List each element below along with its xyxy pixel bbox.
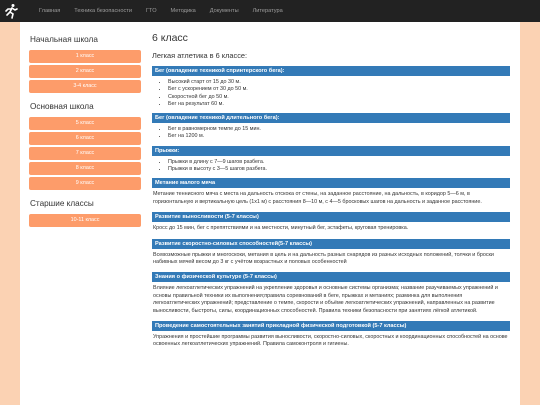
section-heading-self-training: Проведение самостоятельных занятий прикладной физической подготовкой (5-7 классы): [152, 321, 510, 331]
sidebar-heading-primary: Начальная школа: [30, 35, 98, 44]
section-heading-speed-strength: Развитие скоростно-силовых способностей(5-7 классы): [152, 239, 510, 249]
sidebar-btn-grade-10-11[interactable]: 10-11 класс: [29, 214, 141, 227]
sidebar-btn-grade-9[interactable]: 9 класс: [29, 177, 141, 190]
section-heading-sprint: Бег (овладение техникой спринтерского бега):: [152, 66, 510, 76]
list-item: • Бег на результат 60 м.: [168, 101, 510, 108]
sidebar-btn-grade-1[interactable]: 1 класс: [29, 50, 141, 63]
sidebar-btn-grade-3-4[interactable]: 3-4 класс: [29, 80, 141, 93]
section-heading-endurance: Развитие выносливости (5-7 классы): [152, 212, 510, 222]
list-item: • Высокий старт от 15 до 30 м.: [168, 79, 510, 86]
nav-home[interactable]: Главная: [39, 8, 61, 14]
sidebar-heading-basic: Основная школа: [30, 102, 94, 111]
sidebar-group-primary: [29, 35, 141, 93]
sidebar: [29, 32, 141, 236]
runner-logo-icon[interactable]: [0, 0, 22, 22]
section-list-jumps: [168, 159, 510, 174]
section-text-speed-strength: Всевозможные прыжки и многоскоки, метания в цель и на дальность разных снарядов из разных исходных положений, толчки и броски набивных мячей весом до 3 кг с учётом возрастных и половых особенностей: [153, 251, 494, 265]
top-navbar: [0, 0, 540, 22]
list-item: • Скоростной бег до 50 м.: [168, 94, 510, 101]
page-title: 6 класс: [152, 32, 188, 44]
list-item: • Бег с ускорением от 30 до 50 м.: [168, 86, 510, 93]
sidebar-heading-senior: Старшие классы: [30, 199, 94, 208]
section-text-knowledge: Влияние легкоатлетических упражнений на укрепление здоровья и основные системы организма; название разучиваемых упражнений и основы правильной техники их выполнения;правила соревнований в беге, прыжках и метаниях; разминка для выполнения легкоатлетических упражнений; представление о темпе, скорости и объёме легкоатлетических упражнений, направленных на развитие выносливости, быстроты, силы, координационных способностей. Правила техники безопасности при занятиях лёгкой атлетикой.: [153, 285, 498, 314]
page-container: [20, 22, 520, 405]
section-heading-endurance-run: Бег (овладение техникой длительного бега):: [152, 113, 510, 123]
nav-documents[interactable]: Документы: [209, 8, 239, 14]
nav-gto[interactable]: ГТО: [146, 8, 157, 14]
section-list-sprint: [168, 79, 510, 108]
list-item: • Бег на 1200 м.: [168, 133, 510, 140]
sidebar-group-senior: [29, 199, 141, 227]
section-text-ball-throw: Метание теннисного мяча с места на дальность отскока от стены, на заданное расстояние, на дальность, в коридор 5—6 м, в горизонтальную и вертикальную цель (1x1 м) с расстояния 8—10 м, с 4—5 бросковых шагов на дальность и заданное расстояние.: [153, 191, 482, 205]
sidebar-group-basic: [29, 102, 141, 190]
sidebar-btn-grade-8[interactable]: 8 класс: [29, 162, 141, 175]
nav-literature[interactable]: Литература: [252, 8, 283, 14]
section-heading-knowledge: Знания о физической культуре (5-7 классы): [152, 272, 510, 282]
section-list-endurance-run: [168, 126, 510, 141]
section-text-endurance: Кросс до 15 мин, бег с препятствиями и на местности, минутный бег, эстафеты, круговая тренировка.: [153, 225, 409, 232]
main-content: [152, 32, 510, 355]
list-item: • Прыжки в высоту с 3—5 шагов разбега.: [168, 166, 510, 173]
section-heading-ball-throw: Метание малого мяча: [152, 178, 510, 188]
page-subtitle: Легкая атлетика в 6 классе:: [152, 51, 248, 60]
sidebar-btn-grade-2[interactable]: 2 класс: [29, 65, 141, 78]
sidebar-btn-grade-7[interactable]: 7 класс: [29, 147, 141, 160]
nav-methodology[interactable]: Методика: [170, 8, 196, 14]
sidebar-btn-grade-5[interactable]: 5 класс: [29, 117, 141, 130]
list-item: • Прыжки в длину с 7—9 шагов разбега.: [168, 159, 510, 166]
section-heading-jumps: Прыжки:: [152, 146, 510, 156]
nav-safety[interactable]: Техника безопасности: [74, 8, 132, 14]
sidebar-btn-grade-6[interactable]: 6 класс: [29, 132, 141, 145]
list-item: • Бег в равномерном темпе до 15 мин.: [168, 126, 510, 133]
section-text-self-training: Упражнения и простейшие программы развития выносливости, скоростно-силовых, скоростных и координационных способностей на основе освоенных легкоатлетических упражнений. Правила самоконтроля и гигиены.: [153, 334, 508, 348]
